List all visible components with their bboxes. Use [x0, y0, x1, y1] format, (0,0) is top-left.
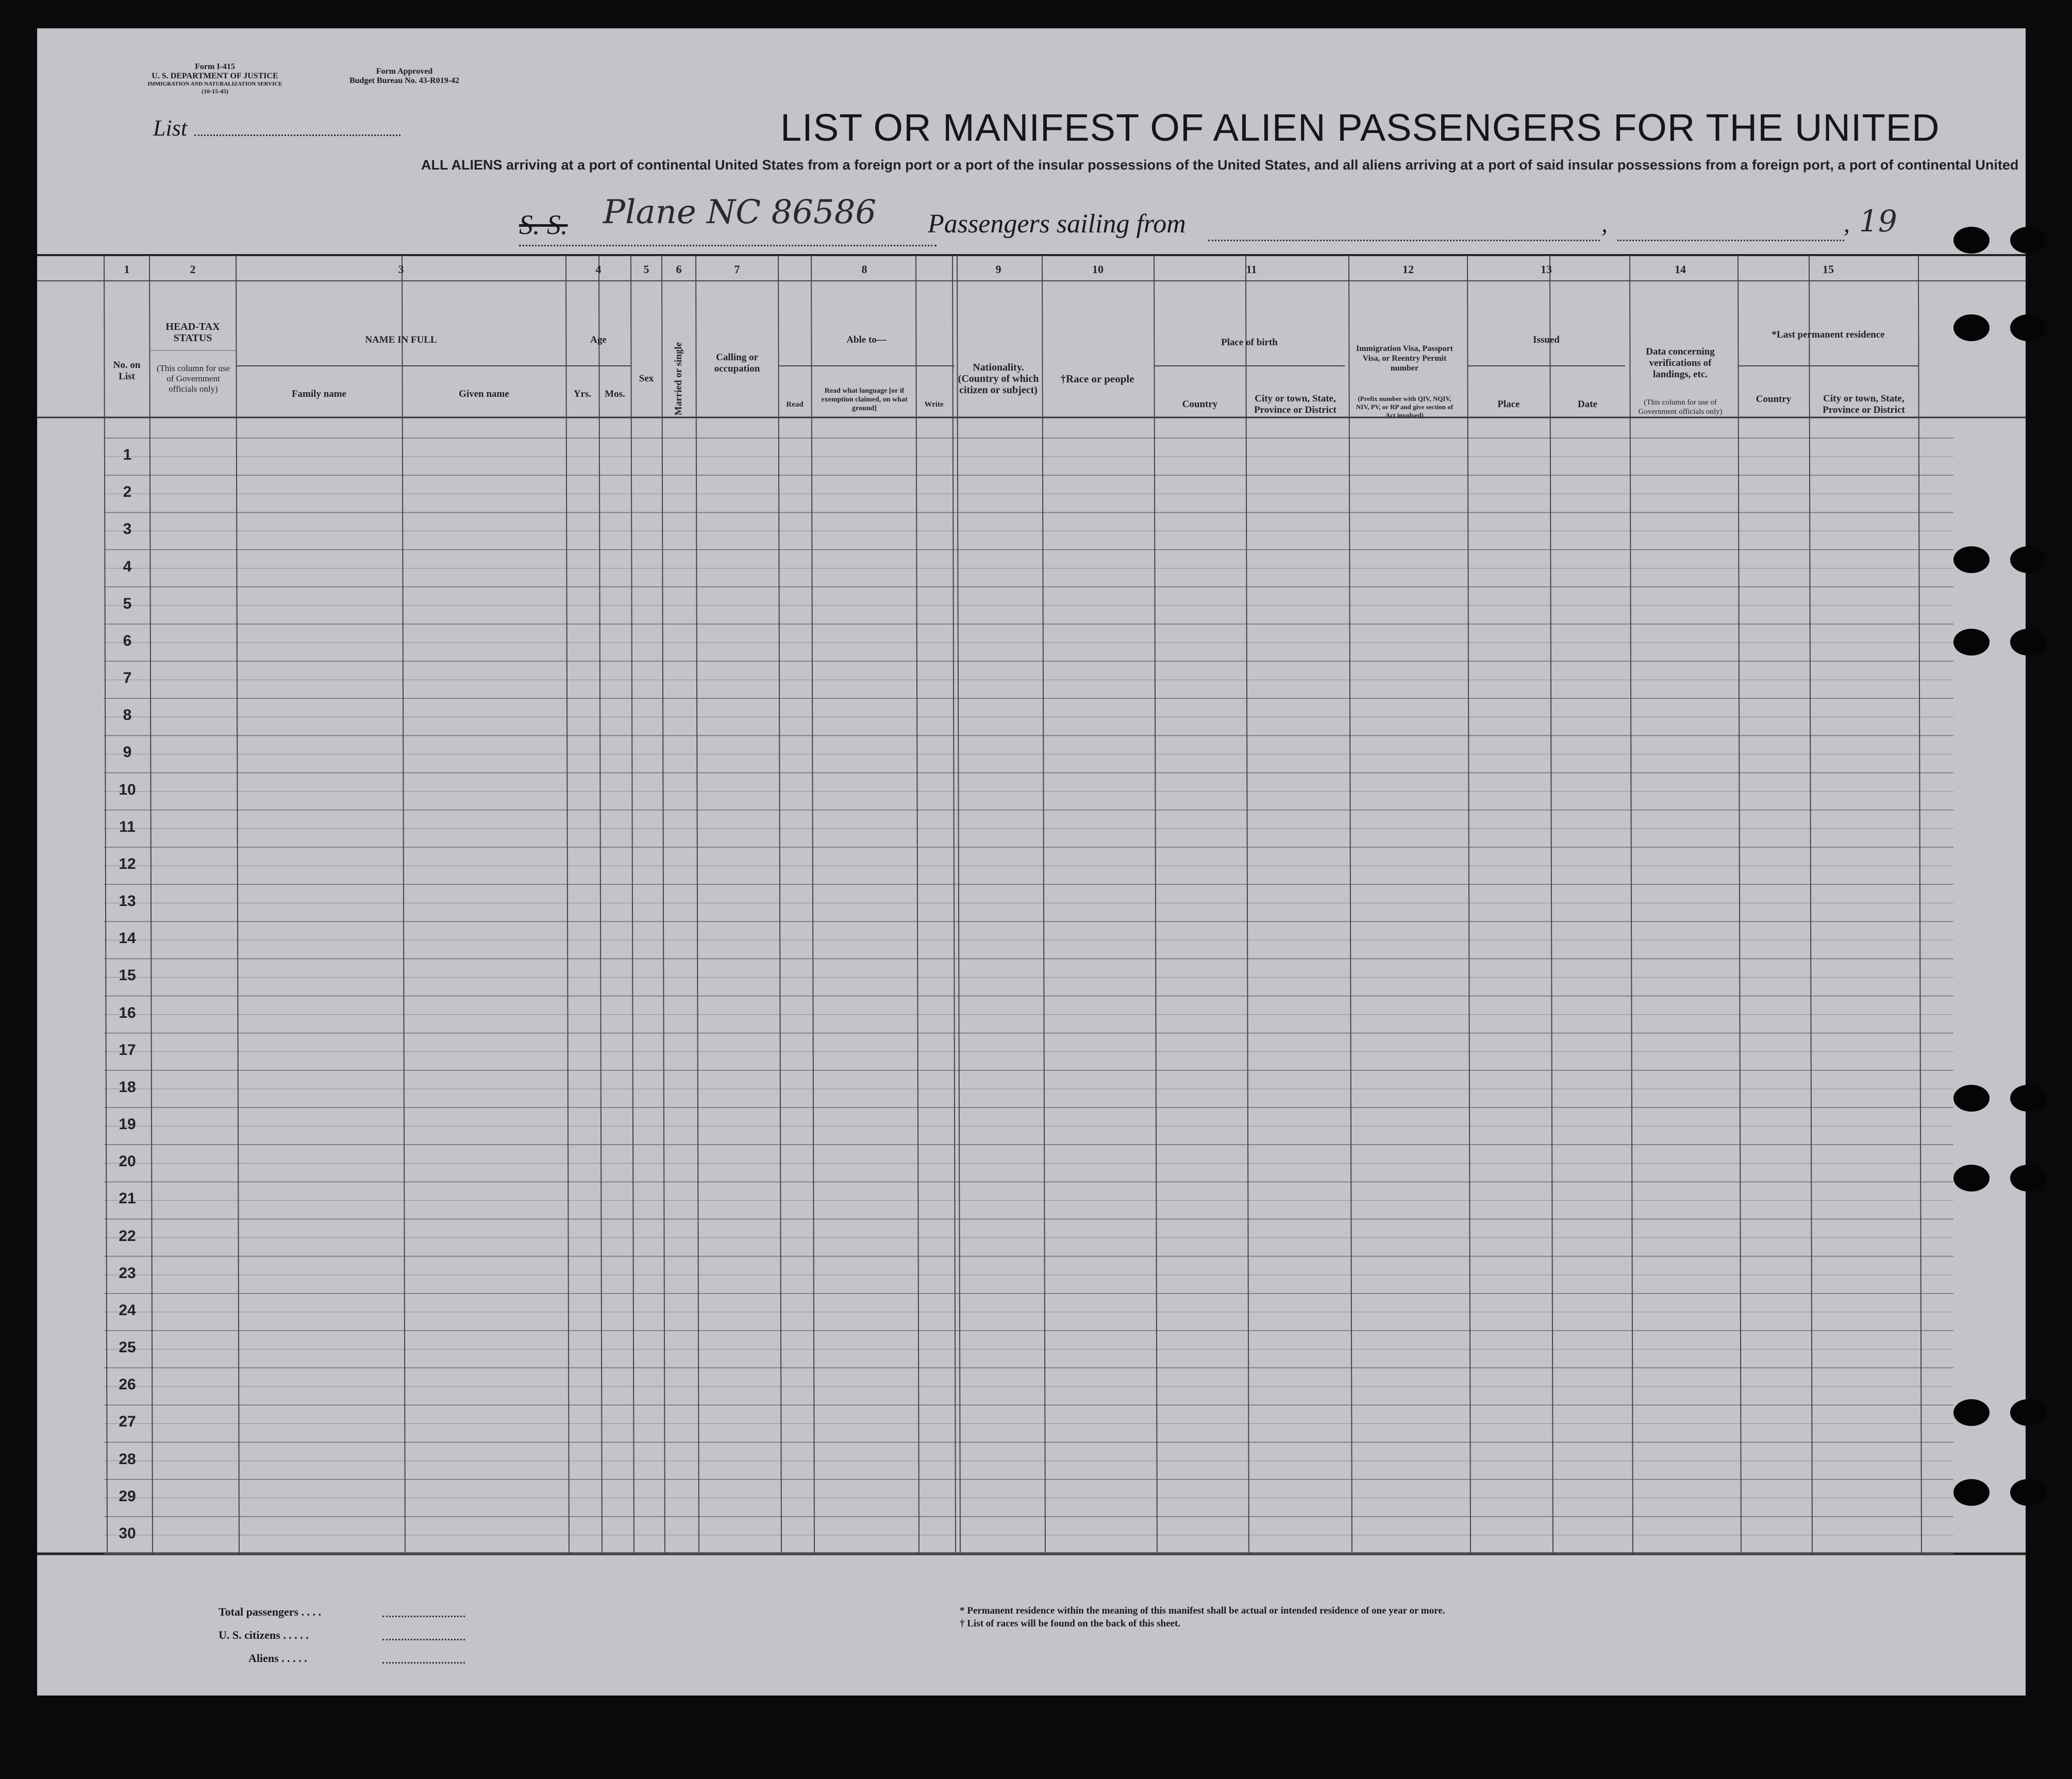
column-number-7: 7	[734, 263, 740, 276]
header-visa: Immigration Visa, Passport Visa, or Reentry Permit number	[1356, 344, 1453, 373]
row-number-3: 3	[123, 521, 132, 538]
row-number-21: 21	[119, 1190, 136, 1207]
column-rule	[953, 255, 956, 1554]
year-comma: ,	[1844, 210, 1850, 238]
row-number-6: 6	[123, 632, 132, 649]
column-number-3: 3	[398, 263, 404, 276]
header-calling: Calling or occupation	[714, 352, 760, 374]
sailing-date-field[interactable]	[1617, 240, 1844, 241]
header-res-city: City or town, State, Province or District	[1823, 393, 1905, 415]
column-number-12: 12	[1402, 263, 1414, 276]
column-rule	[1154, 255, 1157, 1554]
row-number-30: 30	[119, 1524, 136, 1542]
row-number-13: 13	[119, 893, 136, 910]
us-citizens-label: U. S. citizens . . . . .	[219, 1629, 309, 1641]
row-number-4: 4	[123, 558, 132, 575]
row-number-23: 23	[119, 1264, 136, 1282]
header-place-of-birth: Place of birth	[1221, 337, 1278, 348]
aliens-label: Aliens . . . . .	[248, 1652, 307, 1665]
row-number-19: 19	[119, 1116, 136, 1133]
manifest-grid	[37, 28, 2026, 1696]
header-no-on-list: No. on List	[113, 360, 141, 382]
header-given-name: Given name	[459, 389, 509, 399]
sailing-label: Passengers sailing from	[928, 209, 1186, 239]
column-number-8: 8	[861, 263, 867, 276]
header-married-text: Married or single	[673, 342, 684, 416]
form-date: (10-15-45)	[202, 88, 228, 95]
column-rule	[1809, 255, 1812, 1554]
aliens-field[interactable]	[382, 1662, 465, 1664]
header-pob-country: Country	[1182, 399, 1218, 410]
header-res-country: Country	[1756, 394, 1792, 405]
header-pob-city: City or town, State, Province or District	[1254, 393, 1336, 415]
header-married	[662, 312, 696, 446]
header-family-name: Family name	[291, 389, 347, 399]
punch-hole	[1953, 314, 1990, 341]
row-number-12: 12	[119, 855, 136, 872]
us-citizens-field[interactable]	[382, 1639, 465, 1640]
punch-hole	[2010, 1479, 2046, 1506]
header-write: Write	[924, 400, 944, 409]
row-number-1: 1	[123, 446, 132, 464]
sailing-comma: ,	[1601, 210, 1608, 238]
column-rule	[1918, 255, 1921, 1554]
column-rule	[631, 255, 634, 1554]
punch-hole	[2010, 546, 2046, 573]
column-rule	[1630, 255, 1633, 1554]
row-number-11: 11	[119, 818, 136, 835]
column-number-11: 11	[1246, 263, 1257, 276]
column-number-9: 9	[995, 263, 1001, 276]
manifest-sheet	[37, 28, 2026, 1696]
form-approved: Form Approved	[376, 67, 433, 76]
form-id-block	[140, 62, 290, 95]
row-number-14: 14	[119, 930, 136, 947]
row-number-25: 25	[119, 1339, 136, 1356]
header-landing-data: Data concerning verifications of landings, etc.	[1646, 346, 1715, 380]
column-rule	[1550, 255, 1553, 1554]
punch-hole	[1953, 227, 1990, 254]
column-rule	[1467, 255, 1471, 1554]
row-number-24: 24	[119, 1301, 136, 1319]
header-able-to: Able to—	[846, 334, 887, 345]
row-number-10: 10	[119, 781, 136, 798]
header-race: †Race or people	[1060, 373, 1134, 385]
header-residence: *Last permanent residence	[1772, 329, 1885, 340]
year-prefix: 19	[1859, 204, 1897, 239]
punch-hole	[1953, 1399, 1990, 1426]
column-rule	[696, 255, 699, 1554]
header-head-tax-note: (This column for use of Government officials only)	[156, 363, 230, 394]
punch-hole	[2010, 314, 2046, 341]
header-issued: Issued	[1533, 334, 1560, 345]
vessel-prefix: S. S.	[519, 209, 568, 240]
header-age: Age	[590, 334, 607, 345]
column-rule	[662, 255, 665, 1554]
punch-hole	[2010, 1165, 2046, 1191]
column-rule	[1349, 255, 1352, 1554]
row-number-2: 2	[123, 483, 132, 501]
header-landing-note: (This column for use of Government officials only)	[1638, 398, 1723, 416]
row-number-29: 29	[119, 1487, 136, 1505]
row-number-28: 28	[119, 1450, 136, 1468]
footnote-races: † List of races will be found on the back of this sheet.	[960, 1618, 1181, 1629]
row-number-8: 8	[123, 707, 132, 724]
form-budget: Budget Bureau No. 43-R019-42	[349, 76, 460, 85]
column-rule	[599, 255, 602, 1554]
column-number-4: 4	[595, 263, 601, 276]
header-sex: Sex	[639, 373, 654, 384]
header-visa-note: (Prefix number with QIV, NQIV, NIV, PV, or RP and give section of Act involved)	[1356, 395, 1453, 419]
punch-hole	[2010, 629, 2046, 656]
form-number: Form I-415	[195, 62, 235, 71]
punch-hole	[1953, 546, 1990, 573]
punch-hole	[2010, 1085, 2046, 1112]
row-number-20: 20	[119, 1153, 136, 1170]
row-number-26: 26	[119, 1376, 136, 1394]
row-number-17: 17	[119, 1041, 136, 1059]
column-number-6: 6	[676, 263, 682, 276]
column-rule	[811, 255, 814, 1554]
punch-hole	[1953, 629, 1990, 656]
punch-hole	[1953, 1165, 1990, 1191]
column-number-2: 2	[190, 263, 196, 276]
row-number-16: 16	[119, 1004, 136, 1021]
column-rule	[957, 255, 960, 1554]
column-rule	[236, 255, 239, 1554]
row-number-22: 22	[119, 1227, 136, 1245]
column-number-10: 10	[1092, 263, 1104, 276]
list-label: List	[153, 115, 188, 141]
header-issued-date: Date	[1578, 399, 1597, 410]
row-number-7: 7	[123, 669, 132, 687]
row-number-9: 9	[123, 744, 132, 761]
column-rule	[566, 255, 569, 1554]
header-read: Read	[786, 400, 804, 409]
column-rule	[1246, 255, 1249, 1554]
column-rule	[402, 255, 405, 1554]
header-age-mos: Mos.	[605, 389, 625, 399]
punch-hole	[2010, 1399, 2046, 1426]
vessel-name-handwritten: Plane NC 86586	[603, 193, 877, 231]
column-number-5: 5	[643, 263, 649, 276]
manifest-subtitle: ALL ALIENS arriving at a port of continental United States from a foreign port or a port of the insular possessions of the United States, and all aliens arriving at a port of said insular possessions from a foreign port, a port of continental United	[421, 157, 2019, 173]
row-number-27: 27	[119, 1413, 136, 1431]
vessel-field[interactable]	[519, 245, 937, 246]
row-number-5: 5	[123, 595, 132, 612]
total-passengers-label: Total passengers . . . .	[219, 1605, 322, 1618]
column-number-13: 13	[1541, 263, 1552, 276]
column-rule	[1738, 255, 1741, 1554]
header-head-tax: HEAD-TAX STATUS	[165, 321, 220, 344]
column-rule	[916, 255, 919, 1554]
column-number-1: 1	[124, 263, 130, 276]
column-number-14: 14	[1675, 263, 1686, 276]
header-name-in-full: NAME IN FULL	[365, 334, 437, 345]
column-rule	[1042, 255, 1045, 1554]
header-nationality: Nationality. (Country of which citizen or subject)	[958, 362, 1039, 396]
form-service: IMMIGRATION AND NATURALIZATION SERVICE	[147, 81, 282, 87]
column-rule	[778, 255, 781, 1554]
row-number-15: 15	[119, 967, 136, 984]
header-age-yrs: Yrs.	[573, 389, 592, 399]
row-number-18: 18	[119, 1078, 136, 1096]
total-passengers-field[interactable]	[382, 1616, 465, 1617]
header-issued-place: Place	[1497, 399, 1520, 410]
header-read-what: Read what language [or if exemption claimed, on what ground]	[821, 387, 908, 412]
form-department: U. S. DEPARTMENT OF JUSTICE	[152, 72, 278, 80]
punch-hole	[2010, 227, 2046, 254]
sailing-port-field[interactable]	[1208, 240, 1600, 241]
list-field[interactable]	[194, 135, 400, 136]
footnote-residence: * Permanent residence within the meaning of this manifest shall be actual or intended residence of one year or more.	[960, 1605, 1445, 1616]
column-number-15: 15	[1823, 263, 1834, 276]
manifest-title: LIST OR MANIFEST OF ALIEN PASSENGERS FOR THE UNITED	[780, 106, 1940, 149]
punch-hole	[1953, 1479, 1990, 1506]
form-approval-block	[344, 67, 465, 86]
punch-hole	[1953, 1085, 1990, 1112]
